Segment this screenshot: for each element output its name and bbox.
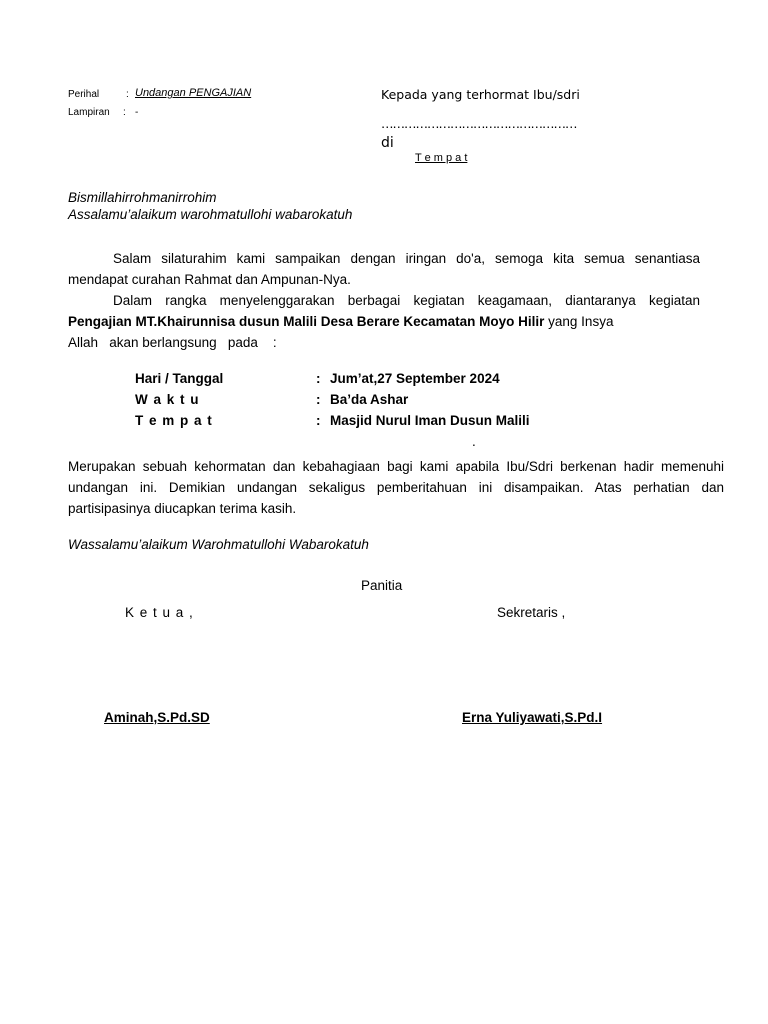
paragraph-event-after: yang Insya [548, 314, 614, 329]
paragraph-closing-remarks: Merupakan sebuah kehormatan dan kebahagiaan bagi kami apabila Ibu/Sdri berkenan hadir memenuhi undangan ini. Demikian undangan sekaligus pemberitahuan ini disampaikan. Atas perhatian dan partisipasinya diucapkan terima kasih. [68, 459, 724, 516]
detail-colon: : [316, 371, 321, 386]
detail-label-place: T e m p a t [135, 413, 213, 428]
committee-label: Panitia [361, 578, 403, 593]
perihal-value: Undangan PENGAJIAN [135, 87, 252, 99]
secretary-title: Sekretaris , [497, 605, 566, 620]
detail-colon: : [316, 392, 321, 407]
lampiran-separator: : [123, 107, 126, 118]
perihal-separator: : [126, 89, 129, 100]
detail-value-place: Masjid Nurul Iman Dusun Malili [330, 413, 530, 428]
paragraph-event-intro-text: Dalam rangka menyelenggarakan berbagai kegiatan keagamaan, diantaranya kegiatan [113, 293, 700, 308]
recipient-dots: …………………………………………… [381, 116, 577, 131]
chair-name: Aminah,S.Pd.SD [104, 710, 210, 725]
detail-label-date: Hari / Tanggal [135, 371, 224, 386]
secretary-name: Erna Yuliyawati,S.Pd.I [462, 710, 603, 725]
lampiran-label: Lampiran [68, 107, 110, 118]
lampiran-value: - [135, 107, 139, 118]
recipient-line: Kepada yang terhormat Ibu/sdri [381, 87, 580, 102]
closing-salam: Wassalamu’alaikum Warohmatullohi Wabarokatuh [68, 537, 369, 552]
detail-value-date: Jum’at,27 September 2024 [330, 371, 500, 386]
perihal-label: Perihal [68, 89, 100, 100]
paragraph-event-last-line: Allah akan berlangsung pada : [68, 335, 277, 350]
detail-colon: : [316, 413, 321, 428]
stray-dot: . [472, 434, 476, 449]
detail-value-time: Ba’da Ashar [330, 392, 409, 407]
recipient-di: di [381, 135, 394, 151]
basmala: Bismillahirrohmanirrohim [68, 190, 217, 205]
paragraph-event-intro [68, 290, 700, 332]
detail-label-time: W a k t u [135, 392, 200, 407]
event-name: Pengajian MT.Khairunnisa dusun Malili Desa Berare Kecamatan Moyo Hilir [68, 314, 545, 329]
opening-salam: Assalamu’alaikum warohmatullohi wabarokatuh [68, 207, 353, 222]
paragraph-greeting: Salam silaturahim kami sampaikan dengan iringan do'a, semoga kita semua senantiasa mendapat curahan Rahmat dan Ampunan-Nya. [68, 251, 700, 287]
recipient-tempat: T e m p a t [415, 152, 468, 164]
chair-title: K e t u a , [125, 605, 194, 620]
